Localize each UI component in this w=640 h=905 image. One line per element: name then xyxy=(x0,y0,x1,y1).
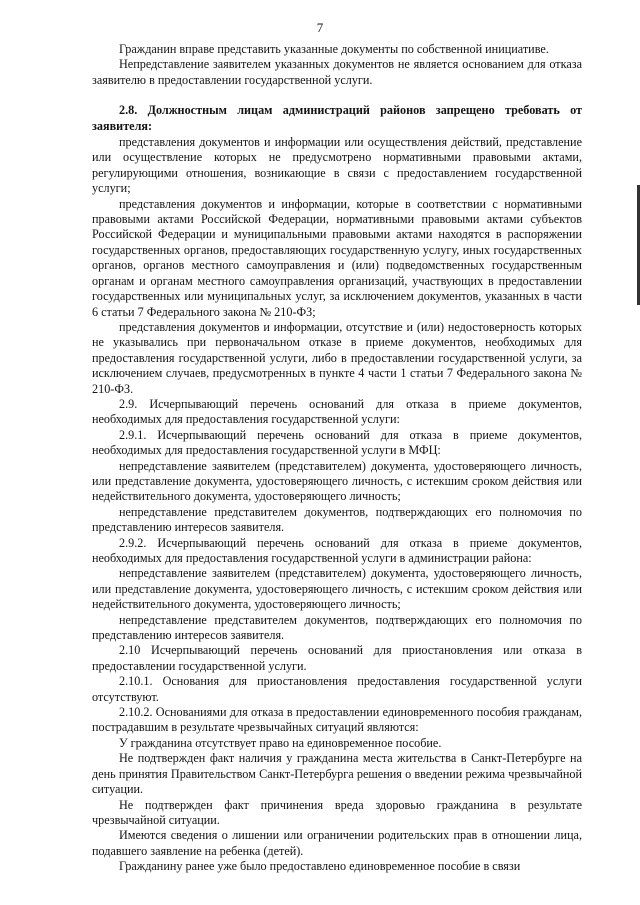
paragraph: представления документов и информации, отсутствие и (или) недостоверность которых не указывались при первоначальном отказе в приеме документов, необходимых для предоставления государственной услуги, либо в предоставлении государственной услуги, за исключением случаев, предусмотренных в пункте 4 части 1 статьи 7 Федерального закона № 210-ФЗ. xyxy=(92,319,582,396)
paragraph: Не подтвержден факт причинения вреда здоровью гражданина в результате чрезвычайной ситуации. xyxy=(92,797,582,827)
paragraph: Не подтвержден факт наличия у гражданина места жительства в Санкт-Петербурге на день принятия Правительством Санкт-Петербурга решения о введении режима чрезвычайной ситуации. xyxy=(92,751,582,797)
paragraph: 2.9.1. Исчерпывающий перечень оснований для отказа в приеме документов, необходимых для предоставления государственной услуги в МФЦ: xyxy=(92,427,582,458)
paragraph: Непредставление заявителем указанных документов не является основанием для отказа заявителю в предоставлении государственной услуги. xyxy=(92,57,582,87)
paragraph: 2.10.1. Основания для приостановления предоставления государственной услуги отсутствуют. xyxy=(92,674,582,704)
paragraph: Имеются сведения о лишении или ограничении родительских прав в отношении лица, подавшего заявление на ребенка (детей). xyxy=(92,828,582,858)
paragraph: 2.10.2. Основаниями для отказа в предоставлении единовременного пособия гражданам, пострадавшим в результате чрезвычайных ситуаций являются: xyxy=(92,705,582,735)
paragraph: представления документов и информации, которые в соответствии с нормативными правовыми актами Российской Федерации, нормативными правовыми актами субъектов Российской Федерации и муниципальными правовыми актами находятся в распоряжении государственных органов, предоставляющих государственную услугу, иных государственных органов, органов местного самоуправления и (или) подведомственных государственным органам и органам местного самоуправления организаций, участвующих в предоставлении государственных или муниципальных услуг, за исключением документов, указанных в части 6 статьи 7 Федерального закона № 210-ФЗ; xyxy=(92,196,582,319)
paragraph: 2.10 Исчерпывающий перечень оснований для приостановления или отказа в предоставлении государственной услуги. xyxy=(92,643,582,673)
paragraph: 2.9. Исчерпывающий перечень оснований для отказа в приеме документов, необходимых для предоставления государственной услуги: xyxy=(92,396,582,427)
paragraph: непредставление представителем документов, подтверждающих его полномочия по представлению интересов заявителя. xyxy=(92,612,582,643)
paragraph: Гражданин вправе представить указанные документы по собственной инициативе. xyxy=(119,42,549,56)
section-heading: 2.8. Должностным лицам администраций районов запрещено требовать от заявителя: xyxy=(92,103,582,133)
paragraph: непредставление представителем документов, подтверждающих его полномочия по представлению интересов заявителя. xyxy=(92,504,582,535)
paragraph: 2.9.2. Исчерпывающий перечень оснований для отказа в приеме документов, необходимых для предоставления государственной услуги в администрации района: xyxy=(92,535,582,565)
paragraph: Гражданину ранее уже было предоставлено единовременное пособие в связи xyxy=(119,859,521,874)
paragraph: непредставление заявителем (представителем) документа, удостоверяющего личность, или представление документа, удостоверяющего личность, с истекшим сроком действия или недействительного документа, удостоверяющего личность; xyxy=(92,566,582,612)
page-number: 7 xyxy=(316,20,324,35)
document-body xyxy=(92,42,582,875)
paragraph: представления документов и информации или осуществления действий, представление или осуществление которых не предусмотрено нормативными правовыми актами, регулирующими отношения, возникающие в связи с предоставлением государственной услуги; xyxy=(92,135,582,196)
paragraph: непредставление заявителем (представителем) документа, удостоверяющего личность, или представление документа, удостоверяющего личность, с истекшим сроком действия или недействительного документа, удостоверяющего личность; xyxy=(92,458,582,504)
paragraph: У гражданина отсутствует право на единовременное пособие. xyxy=(119,735,442,750)
